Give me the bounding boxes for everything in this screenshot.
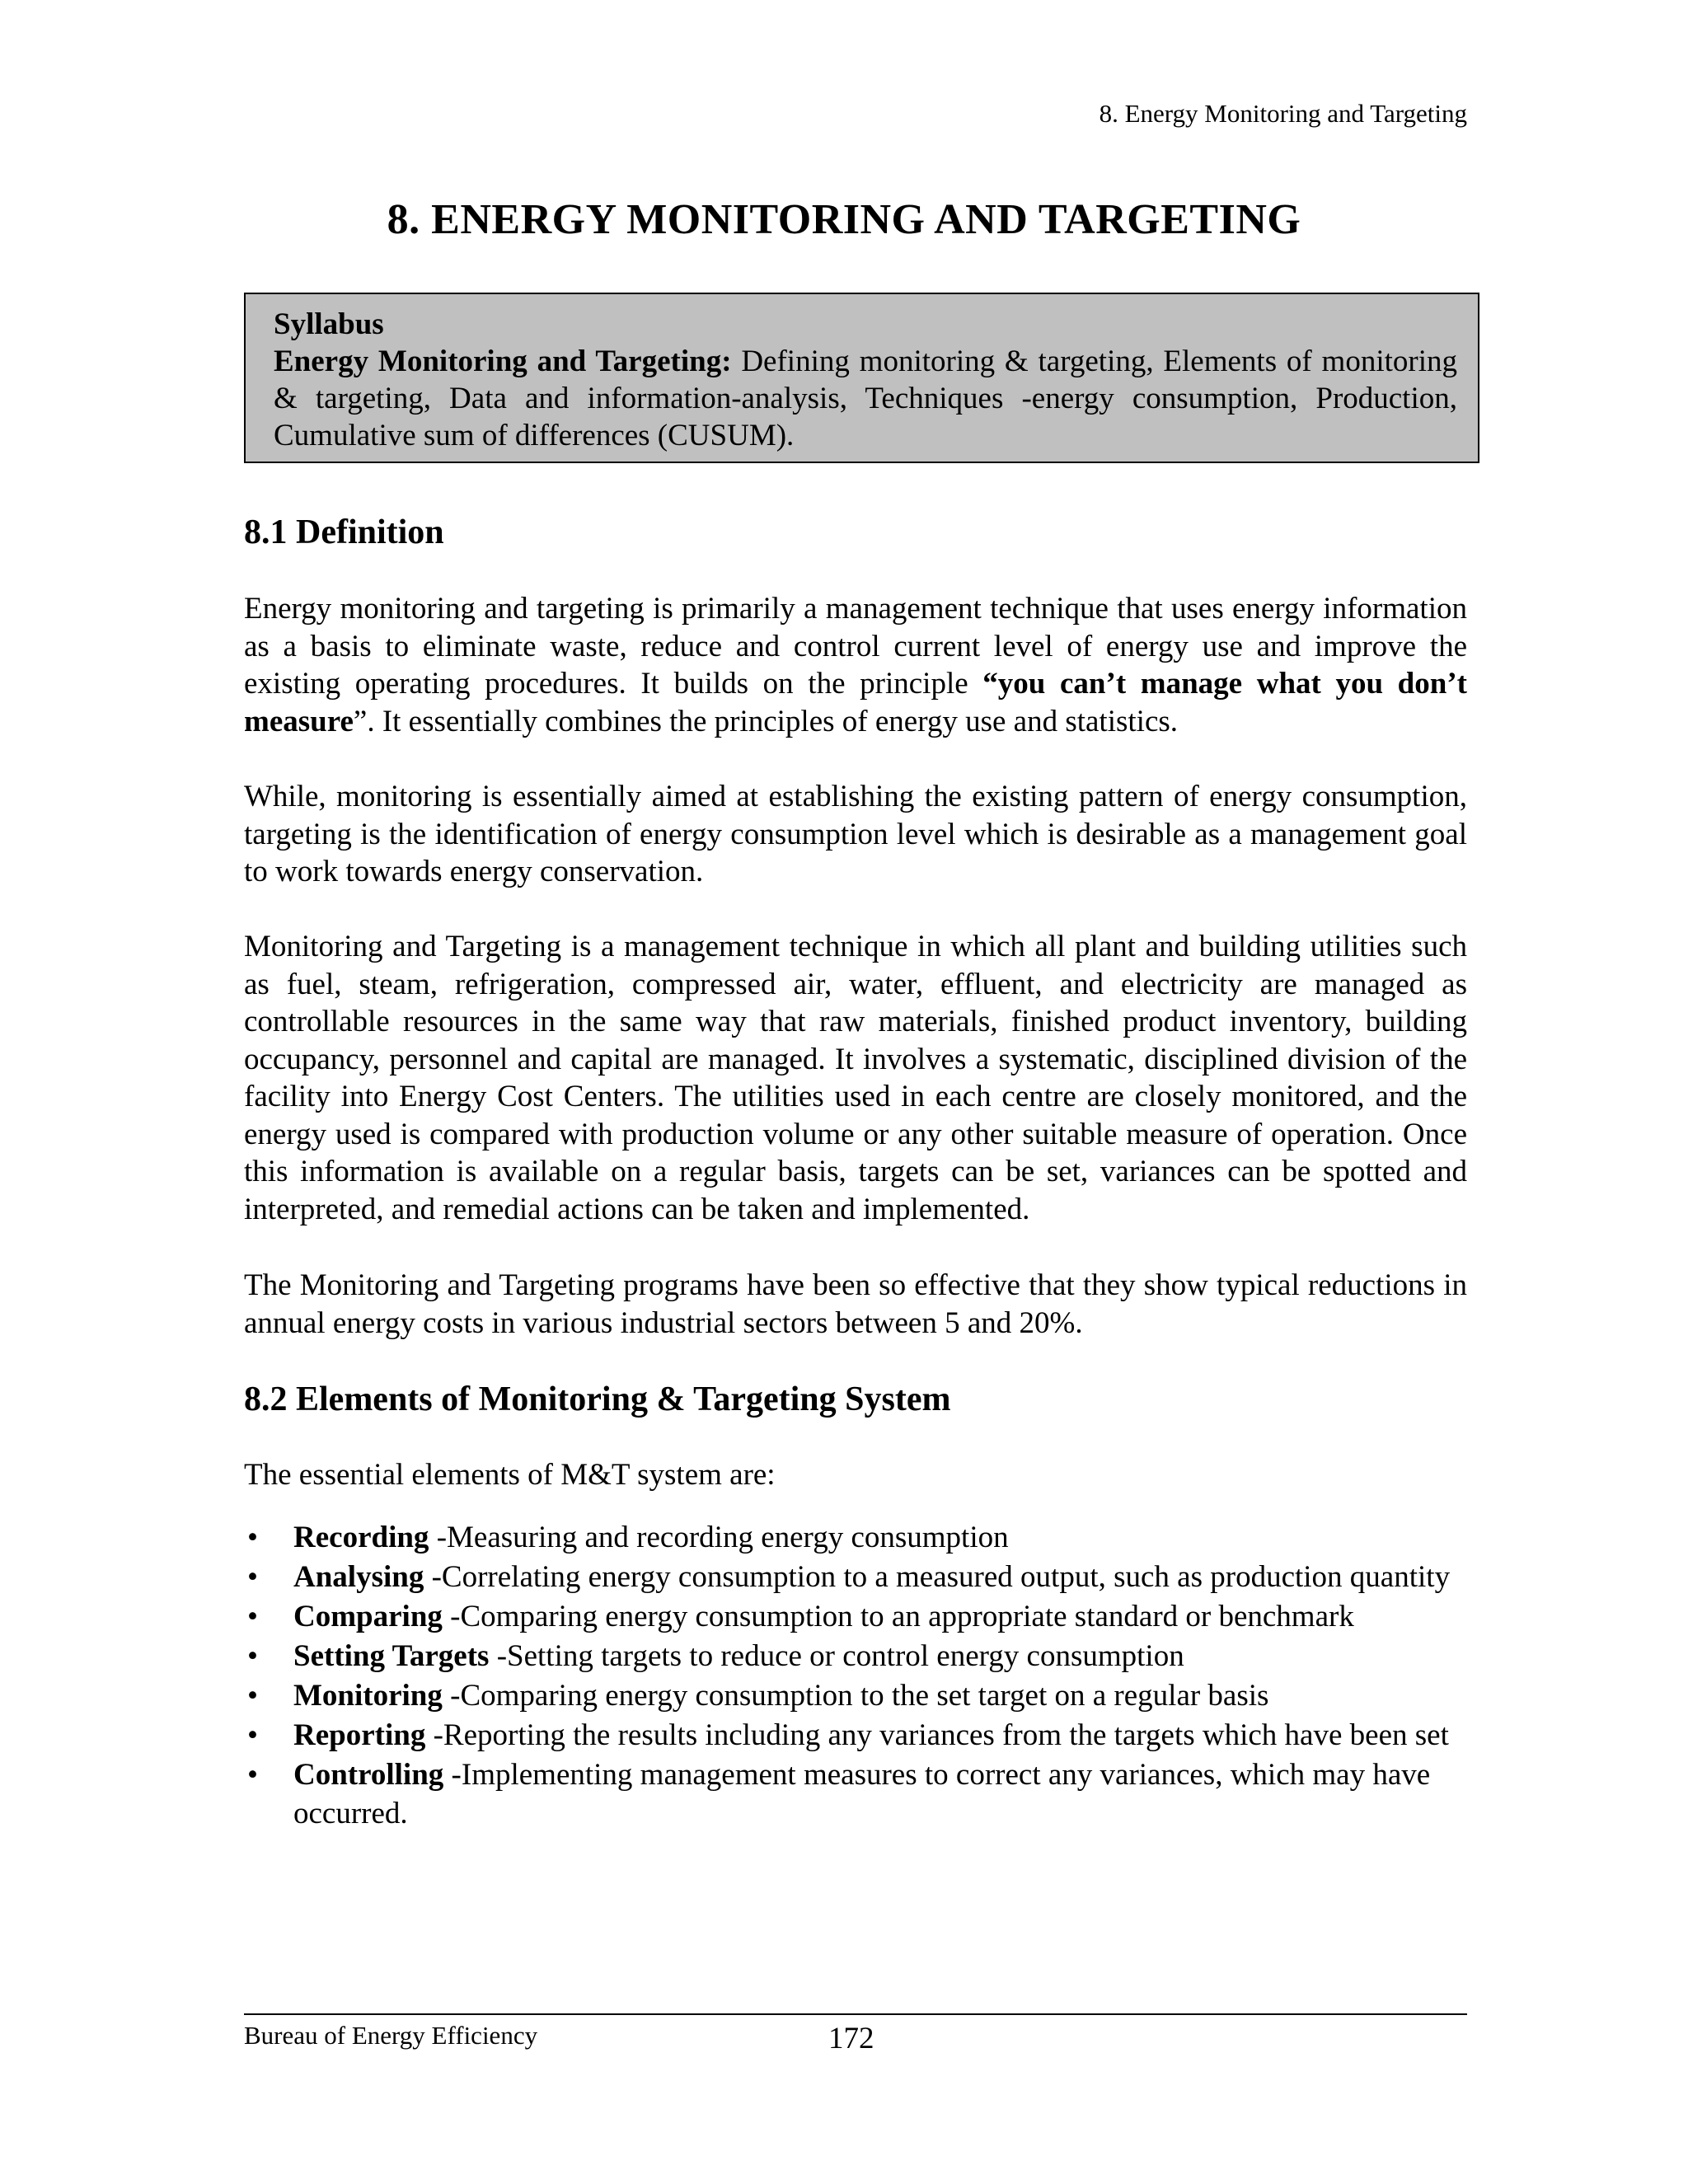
list-item (244, 1755, 1480, 1833)
bullet-icon: • (247, 1600, 258, 1633)
list-item-desc: -Setting targets to reduce or control energy consumption (489, 1639, 1184, 1673)
syllabus-lead: Energy Monitoring and Targeting: (274, 344, 732, 378)
list-item-term: Analysing (293, 1560, 424, 1594)
footer-organization: Bureau of Energy Efficiency (244, 2021, 538, 2050)
chapter-title: 8. ENERGY MONITORING AND TARGETING (387, 196, 1301, 243)
paragraph-text: ”. It essentially combines the principles of energy use and statistics. (353, 704, 1179, 738)
syllabus-box (244, 293, 1479, 463)
paragraph-text: Energy monitoring and targeting is primarily a management technique that uses energy information as a basis to eliminate waste, reduce and control current level of energy use and improve the existing operating procedures. It builds on the principle (244, 592, 1467, 701)
definition-paragraph-1 (244, 590, 1467, 740)
bullet-icon: • (247, 1718, 258, 1752)
list-item-term: Setting Targets (293, 1639, 490, 1673)
list-item (244, 1637, 1480, 1675)
footer-divider (244, 2013, 1467, 2015)
list-item-term: Reporting (293, 1718, 426, 1752)
list-item-desc: -Correlating energy consumption to a measured output, such as production quantity (424, 1560, 1451, 1594)
emphasis-quote: “you can’t manage what you don’t measure (244, 667, 1467, 738)
list-item (244, 1676, 1480, 1715)
elements-intro: The essential elements of M&T system are: (244, 1458, 776, 1492)
elements-list (244, 1518, 1480, 1834)
section-heading-definition: 8.1 Definition (244, 513, 444, 551)
bullet-icon: • (247, 1521, 258, 1554)
list-item-term: Recording (293, 1521, 429, 1554)
list-item-term: Controlling (293, 1758, 444, 1792)
list-item (244, 1716, 1480, 1755)
page-number: 172 (828, 2022, 874, 2055)
definition-paragraph-3: Monitoring and Targeting is a management technique in which all plant and building utilities such as fuel, steam, refrigeration, compressed air, water, effluent, and electricity are managed as controllable resources in the same way that raw materials, finished product inventory, building occupancy, personnel and capital are managed. It involves a systematic, disciplined division of the facility into Energy Cost Centers. The utilities used in each centre are closely monitored, and the energy used is compared with production volume or any other suitable measure of operation. Once this information is available on a regular basis, targets can be set, variances can be spotted and interpreted, and remedial actions can be taken and implemented. (244, 930, 1467, 1226)
definition-paragraph-4: The Monitoring and Targeting programs have been so effective that they show typical reductions in annual energy costs in various industrial sectors between 5 and 20%. (244, 1268, 1467, 1340)
list-item-desc: -Reporting the results including any variances from the targets which have been set (425, 1718, 1449, 1752)
list-item (244, 1558, 1480, 1596)
list-item (244, 1518, 1480, 1557)
definition-paragraph-2: While, monitoring is essentially aimed at establishing the existing pattern of energy consumption, targeting is the identification of energy consumption level which is desirable as a management goal to work towards energy conservation. (244, 780, 1467, 888)
list-item-desc: -Comparing energy consumption to the set target on a regular basis (442, 1679, 1269, 1713)
running-header: 8. Energy Monitoring and Targeting (1099, 99, 1467, 128)
bullet-icon: • (247, 1560, 258, 1594)
list-item-desc: -Implementing management measures to correct any variances, which may have occurred. (293, 1758, 1431, 1830)
syllabus-title: Syllabus (274, 307, 384, 341)
syllabus-text (274, 343, 1457, 454)
section-heading-elements: 8.2 Elements of Monitoring & Targeting System (244, 1380, 951, 1418)
bullet-icon: • (247, 1679, 258, 1713)
bullet-icon: • (247, 1758, 258, 1792)
list-item-term: Monitoring (293, 1679, 443, 1713)
list-item-term: Comparing (293, 1600, 443, 1633)
list-item-desc: -Comparing energy consumption to an appropriate standard or benchmark (442, 1600, 1354, 1633)
syllabus-body: Defining monitoring & targeting, Elements of monitoring & targeting, Data and information-analysis, Techniques -energy consumption, Production, Cumulative sum of differences (CUSUM). (274, 344, 1457, 452)
list-item (244, 1597, 1480, 1636)
bullet-icon: • (247, 1639, 258, 1673)
list-item-desc: -Measuring and recording energy consumption (429, 1521, 1009, 1554)
